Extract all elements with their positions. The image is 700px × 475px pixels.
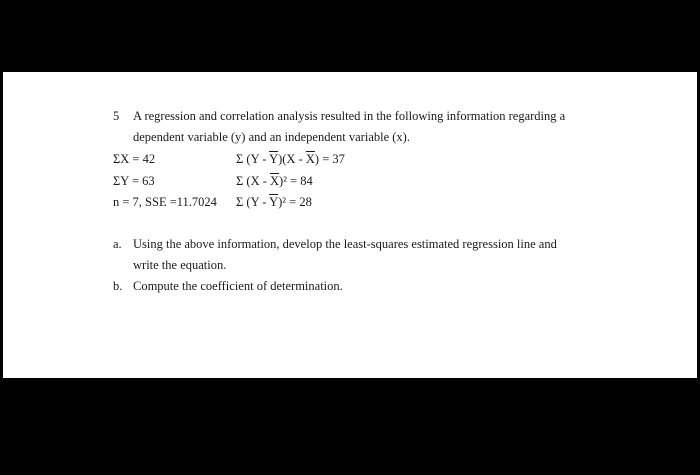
question-intro-line-1: A regression and correlation analysis resulted in the following information regarding a [133, 109, 566, 123]
sum-cross-deviation: Σ $(Y - \overline{Y})(X - \overline{X}) = 37$ [236, 152, 345, 166]
part-b-label: b. [113, 279, 123, 293]
sum-y: ΣY = 63 [113, 174, 155, 188]
sum-squared-y-deviation: Σ $(Y - \overline{Y})^2 = 28$ [236, 195, 312, 209]
part-a-line-2: write the equation. [133, 258, 227, 272]
question-number: 5 [113, 109, 120, 123]
question-intro-line-2: dependent variable (y) and an independent variable (x). [133, 130, 410, 144]
document-page [3, 72, 697, 378]
part-a-label: a. [113, 237, 122, 251]
sum-x: ΣX = 42 [113, 152, 156, 166]
part-b-line-1: Compute the coefficient of determination. [133, 279, 343, 293]
sum-squared-x-deviation: Σ $(X - \overline{X})^2 = 84$ [236, 174, 313, 188]
n-and-sse: n = 7, SSE =11.7024 [113, 195, 217, 209]
part-a-line-1: Using the above information, develop the least-squares estimated regression line and [133, 237, 557, 251]
